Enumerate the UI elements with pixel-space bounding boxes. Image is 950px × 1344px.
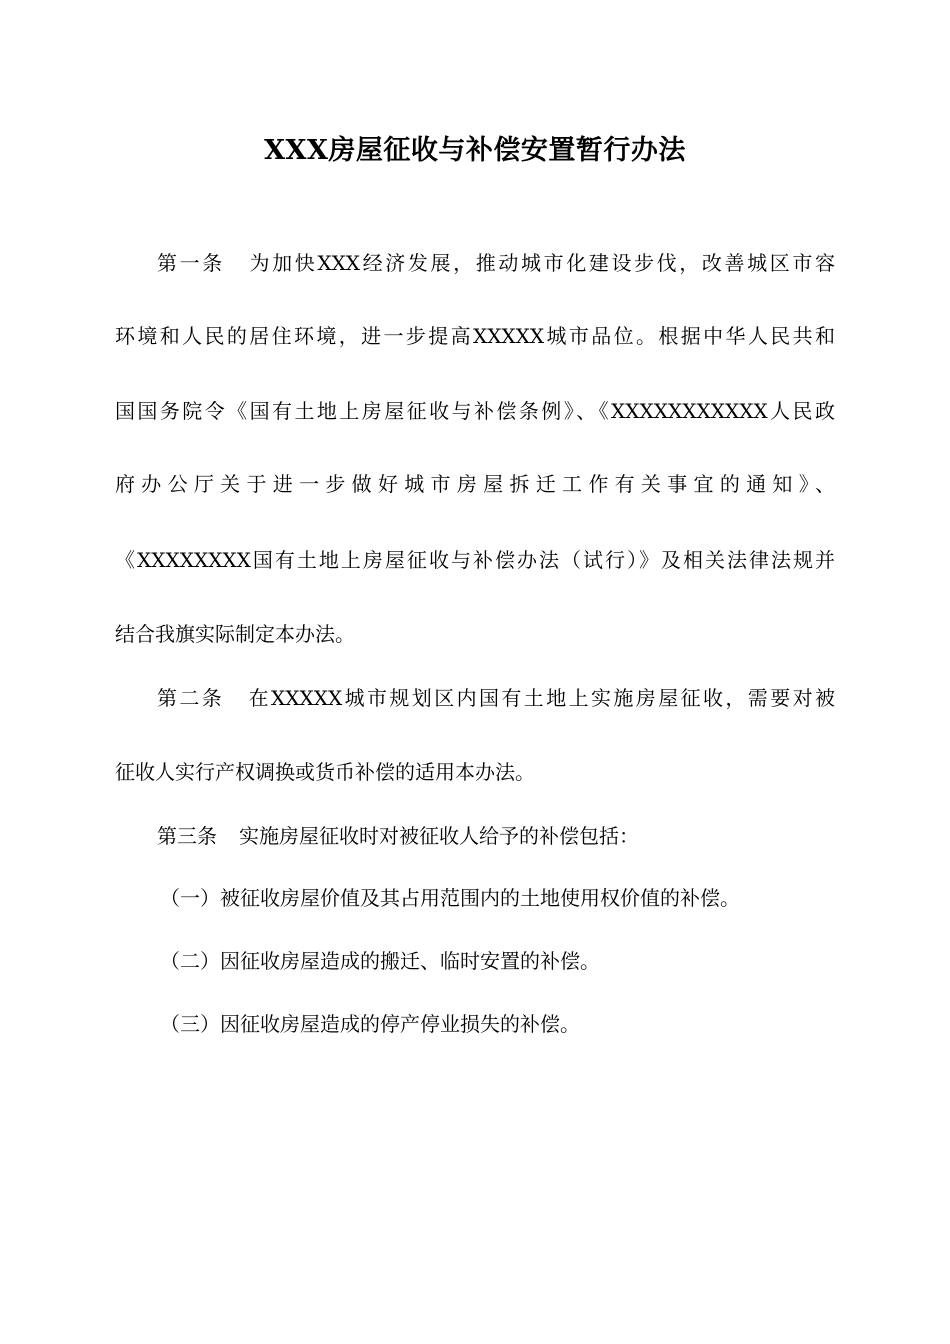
article2-line-1 (157, 683, 835, 713)
article3-label: 第三条 (157, 824, 217, 848)
article3-text: 实施房屋征收时对被征收人给予的补偿包括： (239, 824, 639, 848)
article2-line-2: 征收人实行产权调换或货币补偿的适用本办法。 (115, 760, 535, 784)
article1-line-1 (157, 248, 835, 278)
article1-line-3: 国国务院令《国有土地上房屋征收与补偿条例》、《XXXXXXXXXXX人民政 (115, 399, 835, 423)
article1-label: 第一条 (157, 251, 225, 275)
article1-line-4: 府办公厅关于进一步做好城市房屋拆迁工作有关事宜的通知》、 (115, 472, 835, 496)
article3-line-1 (157, 821, 835, 851)
article1-line-2: 环境和人民的居住环境，进一步提高XXXXX城市品位。根据中华人民共和 (115, 324, 835, 348)
document-title: XXX房屋征收与补偿安置暂行办法 (264, 135, 686, 166)
article1-line-5: 《XXXXXXXX国有土地上房屋征收与补偿办法（试行）》及相关法律法规并 (115, 548, 835, 572)
article3-item-2: （二）因征收房屋造成的搬迁、临时安置的补偿。 (160, 949, 600, 973)
article1-text-1: 为加快XXX经济发展，推动城市化建设步伐，改善城区市容 (246, 251, 836, 275)
article3-item-1: （一）被征收房屋价值及其占用范围内的土地使用权价值的补偿。 (160, 886, 740, 910)
article3-item-3: （三）因征收房屋造成的停产停业损失的补偿。 (160, 1012, 580, 1036)
article1-line-6: 结合我旗实际制定本办法。 (115, 622, 355, 646)
article2-label: 第二条 (157, 686, 225, 710)
article2-text-1: 在XXXXX城市规划区内国有土地上实施房屋征收，需要对被 (246, 686, 835, 710)
